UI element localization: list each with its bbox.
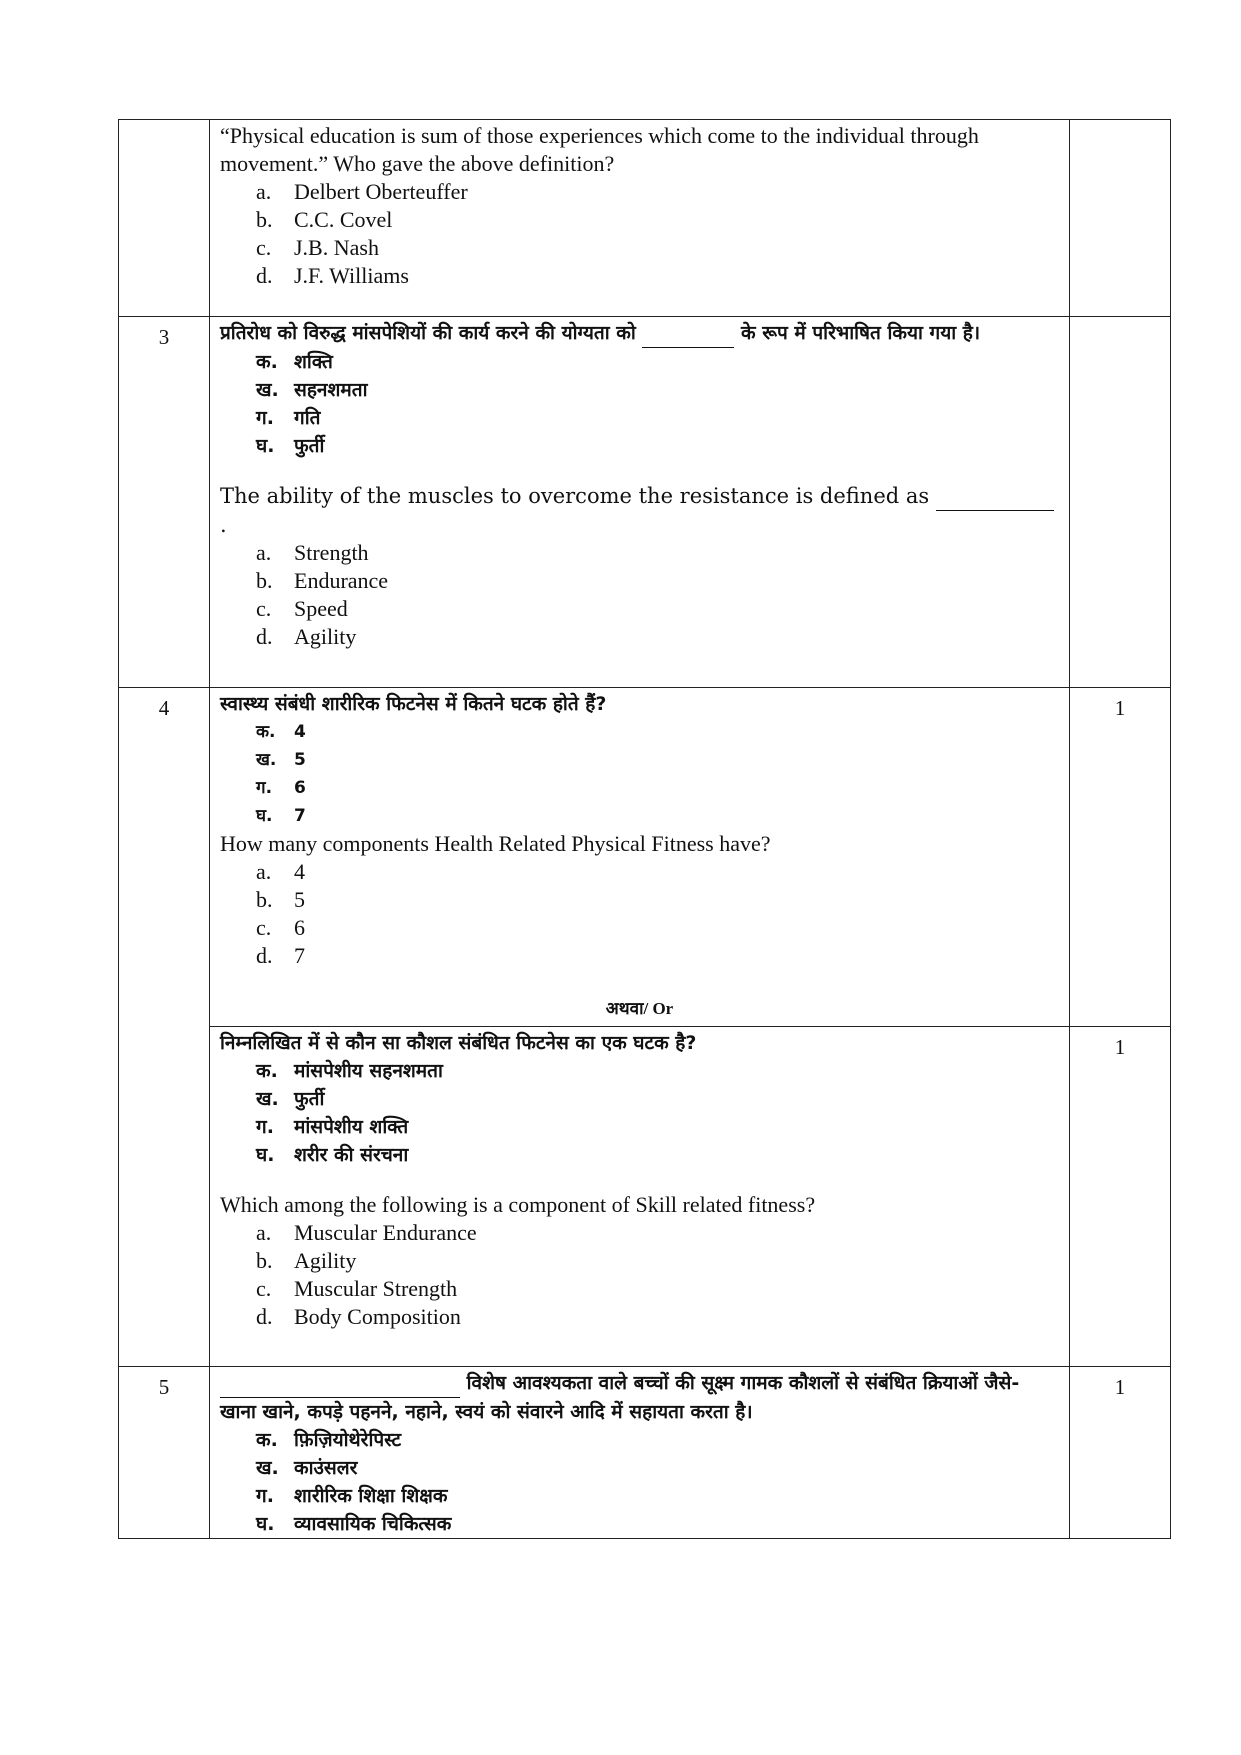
option-text: Agility	[294, 1248, 357, 1273]
option-item	[220, 348, 1059, 376]
option-text: Muscular Endurance	[294, 1220, 477, 1245]
question-cell	[210, 1367, 1070, 1538]
options-hi	[220, 1057, 1059, 1169]
option-key: a.	[256, 179, 272, 204]
question-cell	[210, 688, 1070, 1026]
table-row-q2	[118, 119, 1171, 317]
option-item	[220, 404, 1059, 432]
option-item	[220, 206, 1059, 234]
options-en	[220, 858, 1059, 970]
option-item	[220, 1113, 1059, 1141]
option-text: J.F. Williams	[294, 263, 409, 288]
option-text: गति	[294, 407, 321, 429]
option-text: मांसपेशीय सहनशमता	[294, 1060, 443, 1082]
option-key: d.	[256, 1304, 273, 1329]
option-item	[220, 886, 1059, 914]
question-number: 3	[119, 317, 210, 687]
or-hi: अथवा	[605, 999, 644, 1019]
option-item	[220, 858, 1059, 886]
option-key: ग.	[256, 1116, 274, 1138]
option-item	[220, 802, 1059, 830]
option-key: ख.	[256, 1457, 279, 1479]
answer-blank	[936, 482, 1054, 511]
question-text-hi: स्वास्थ्य संबंधी शारीरिक फिटनेस में कितने घटक होते हैं?	[220, 693, 607, 715]
option-item	[220, 539, 1059, 567]
option-item	[220, 262, 1059, 290]
option-item	[220, 1275, 1059, 1303]
marks-cell: 1	[1114, 1035, 1126, 1059]
table-row-q5	[118, 1367, 1171, 1539]
option-text: Body Composition	[294, 1304, 461, 1329]
marks-cell	[1070, 317, 1170, 687]
option-item	[220, 1510, 1059, 1538]
options-en	[220, 1219, 1059, 1331]
option-key: d.	[256, 943, 273, 968]
option-item	[220, 567, 1059, 595]
options-en	[220, 539, 1059, 651]
question-en-text: The ability of the muscles to overcome the resistance is defined as	[220, 484, 930, 508]
question-hi-part1: प्रतिरोध को विरुद्ध मांसपेशियों की कार्य करने की योग्यता को	[220, 322, 636, 344]
marks-cell: 1	[1114, 1375, 1126, 1399]
option-key: a.	[256, 540, 272, 565]
q4-main	[210, 688, 1170, 1027]
option-item	[220, 623, 1059, 651]
q4-alt	[210, 1027, 1170, 1366]
option-item	[220, 1303, 1059, 1331]
or-en: / Or	[643, 999, 674, 1018]
question-number: 5	[119, 1367, 210, 1538]
option-key: घ.	[256, 806, 273, 826]
options-en	[220, 178, 1059, 290]
option-key: c.	[256, 235, 272, 260]
option-item	[220, 1482, 1059, 1510]
option-item	[220, 718, 1059, 746]
option-item	[220, 1219, 1059, 1247]
question-number	[119, 120, 210, 316]
option-item	[220, 914, 1059, 942]
question-number: 4	[119, 688, 210, 1366]
option-key: क.	[256, 1060, 278, 1082]
question-text-en: How many components Health Related Physical Fitness have?	[220, 831, 771, 856]
option-item	[220, 234, 1059, 262]
option-key: ख.	[256, 379, 279, 401]
option-text: शारीरिक शिक्षा शिक्षक	[294, 1485, 448, 1507]
option-text: Endurance	[294, 568, 389, 593]
option-text: काउंसलर	[294, 1457, 358, 1479]
option-text: फुर्ती	[294, 435, 325, 457]
option-text: फुर्ती	[294, 1088, 325, 1110]
option-key: a.	[256, 1220, 272, 1245]
question-text-hi	[220, 1369, 1059, 1426]
question-text-hi	[220, 319, 1059, 348]
option-key: b.	[256, 887, 273, 912]
option-key: क.	[256, 351, 278, 373]
option-key: b.	[256, 1248, 273, 1273]
option-key: ग.	[256, 1485, 274, 1507]
answer-blank	[220, 1369, 460, 1398]
question-table	[118, 119, 1171, 1539]
or-separator	[220, 996, 1059, 1023]
question-cell	[210, 1027, 1070, 1366]
option-key: a.	[256, 859, 272, 884]
option-text: 7	[294, 943, 305, 968]
option-item	[220, 1426, 1059, 1454]
option-key: d.	[256, 263, 273, 288]
option-key: घ.	[256, 435, 275, 457]
option-item	[220, 746, 1059, 774]
option-text: सहनशमता	[294, 379, 368, 401]
option-key: ग.	[256, 407, 274, 429]
question-text-en: Which among the following is a component of Skill related fitness?	[220, 1192, 816, 1217]
option-key: c.	[256, 915, 272, 940]
option-key: b.	[256, 207, 273, 232]
option-item	[220, 774, 1059, 802]
table-row-q4	[118, 688, 1171, 1367]
option-key: c.	[256, 1276, 272, 1301]
option-text: Delbert Oberteuffer	[294, 179, 468, 204]
option-item	[220, 1454, 1059, 1482]
option-item	[220, 178, 1059, 206]
option-text: Speed	[294, 596, 348, 621]
option-key: ग.	[256, 778, 273, 798]
option-item	[220, 1247, 1059, 1275]
question-text-en: “Physical education is sum of those experiences which come to the individual through movement.” Who gave the above definition?	[220, 123, 979, 176]
option-item	[220, 1085, 1059, 1113]
option-item	[220, 942, 1059, 970]
marks-cell: 1	[1114, 696, 1126, 720]
options-hi	[220, 348, 1059, 460]
option-item	[220, 1057, 1059, 1085]
answer-blank	[642, 319, 734, 348]
question-en-end: .	[220, 513, 227, 537]
option-key: घ.	[256, 1144, 275, 1166]
options-hi	[220, 718, 1059, 830]
q4-body	[210, 688, 1170, 1366]
option-text: 5	[294, 887, 305, 912]
option-text: J.B. Nash	[294, 235, 379, 260]
option-text: फ़िज़ियोथेरेपिस्ट	[294, 1429, 402, 1451]
question-text-hi: निम्नलिखित में से कौन सा कौशल संबंधित फिटनेस का एक घटक है?	[220, 1032, 697, 1054]
option-text: Agility	[294, 624, 357, 649]
option-key: क.	[256, 1429, 278, 1451]
option-text: शक्ति	[294, 351, 333, 373]
table-row-q3	[118, 317, 1171, 688]
option-key: ख.	[256, 750, 277, 770]
option-item	[220, 432, 1059, 460]
option-text: शरीर की संरचना	[294, 1144, 409, 1166]
marks-cell	[1070, 120, 1170, 316]
option-text: व्यावसायिक चिकित्सक	[294, 1513, 452, 1535]
question-hi-part2: के रूप में परिभाषित किया गया है।	[741, 322, 981, 344]
option-key: क.	[256, 722, 276, 742]
option-item	[220, 376, 1059, 404]
option-key: ख.	[256, 1088, 279, 1110]
option-item	[220, 595, 1059, 623]
option-text: 4	[294, 722, 306, 742]
option-item	[220, 1141, 1059, 1169]
option-key: b.	[256, 568, 273, 593]
options-hi	[220, 1426, 1059, 1538]
option-text: Strength	[294, 540, 369, 565]
question-text-en	[220, 482, 1059, 539]
option-key: d.	[256, 624, 273, 649]
option-text: 5	[294, 750, 306, 770]
option-text: Muscular Strength	[294, 1276, 458, 1301]
question-hi-text: विशेष आवश्यकता वाले बच्चों की सूक्ष्म गामक कौशलों से संबंधित क्रियाओं जैसे- खाना खाने, कपड़े पहनने, नहाने, स्वयं को संवारने आदि में सहायता करता है।	[220, 1372, 1020, 1423]
option-text: मांसपेशीय शक्ति	[294, 1116, 409, 1138]
question-cell	[210, 120, 1070, 316]
question-cell	[210, 317, 1070, 687]
option-text: 6	[294, 778, 306, 798]
option-text: 7	[294, 806, 306, 826]
option-text: 4	[294, 859, 305, 884]
option-text: C.C. Covel	[294, 207, 393, 232]
option-key: c.	[256, 596, 272, 621]
option-key: घ.	[256, 1513, 275, 1535]
option-text: 6	[294, 915, 305, 940]
